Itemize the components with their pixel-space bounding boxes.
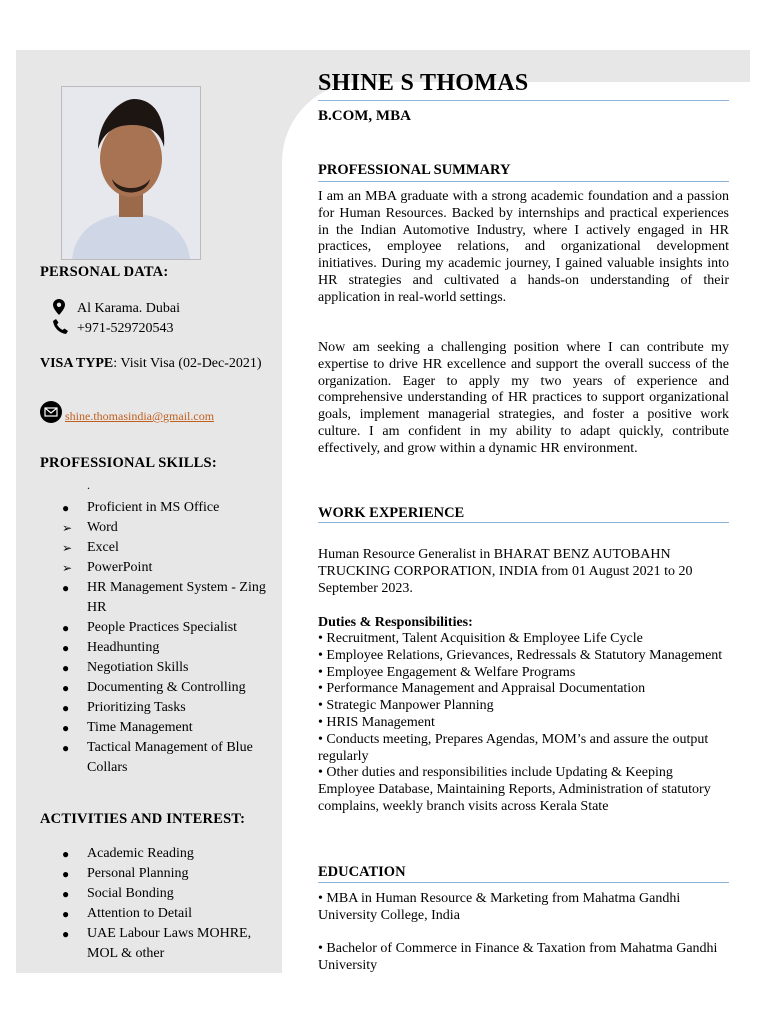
duty-item: • Conducts meeting, Prepares Agendas, MOM’s and assure the output regularly: [318, 731, 709, 764]
activity-item: [62, 904, 272, 924]
skill-text: Headhunting: [87, 640, 160, 655]
bullet-icon: ●: [62, 847, 70, 861]
work-experience-heading: WORK EXPERIENCE: [318, 505, 465, 521]
personal-data-heading: PERSONAL DATA:: [40, 264, 169, 280]
skill-item: [62, 558, 272, 578]
activity-item: [62, 844, 272, 864]
skill-item: [62, 718, 272, 738]
job-role: Human Resource Generalist in BHARAT BENZ AUTOBAHN TRUCKING CORPORATION, INDIA from 01 August 2021 to 20 September 2023.: [318, 547, 693, 596]
skill-item: [62, 638, 272, 658]
activities-heading: ACTIVITIES AND INTEREST:: [40, 811, 246, 827]
visa-type: [40, 355, 265, 372]
skill-text: Excel: [87, 540, 119, 555]
skill-item: [62, 698, 272, 718]
professional-skills-heading: PROFESSIONAL SKILLS:: [40, 455, 217, 471]
activity-text: Academic Reading: [87, 846, 194, 861]
activity-text: Attention to Detail: [87, 906, 192, 921]
duties-list: [318, 631, 729, 816]
skill-text: People Practices Specialist: [87, 620, 238, 635]
skill-item: [62, 578, 272, 618]
summary-heading: PROFESSIONAL SUMMARY: [318, 162, 511, 178]
visa-type-value: : Visit Visa (02-Dec-2021): [113, 356, 262, 371]
activity-text: UAE Labour Laws MOHRE, MOL & other: [87, 926, 252, 961]
email-icon: [40, 401, 62, 428]
skills-list: [62, 498, 272, 778]
activity-text: Social Bonding: [87, 886, 174, 901]
activity-item: [62, 924, 272, 964]
activity-item: [62, 864, 272, 884]
phone-icon: [53, 319, 68, 339]
duty-item: • HRIS Management: [318, 714, 435, 730]
bullet-icon: ●: [62, 661, 70, 675]
education-divider: [318, 882, 729, 883]
skill-text: Time Management: [87, 720, 193, 735]
bullet-icon: ●: [62, 867, 70, 881]
arrow-bullet-icon: ➢: [62, 541, 73, 555]
education-item: • MBA in Human Resource & Marketing from Mahatma Gandhi University College, India: [318, 891, 681, 923]
skill-text: HR Management System - Zing HR: [87, 580, 266, 615]
education-item: • Bachelor of Commerce in Finance & Taxation from Mahatma Gandhi University: [318, 941, 718, 973]
education-heading: EDUCATION: [318, 864, 406, 880]
skill-item: [62, 738, 272, 778]
bullet-icon: ●: [62, 641, 70, 655]
skill-text: PowerPoint: [87, 560, 153, 575]
phone-text: +971-529720543: [77, 321, 174, 336]
skill-text: Word: [87, 520, 118, 535]
skill-item: [62, 618, 272, 638]
activity-text: Personal Planning: [87, 866, 189, 881]
duty-item: • Employee Engagement & Welfare Programs: [318, 664, 576, 680]
skill-item: [62, 538, 272, 558]
visa-type-label: VISA TYPE: [40, 356, 114, 371]
summary-paragraph-2: Now am seeking a challenging position where I can contribute my expertise to drive HR excellence and support the overall success of the organization. Eager to apply my two years of experience and comprehensive understanding of HR practices to support organizational goals, implement managerial strategies, and foster a positive work culture. I am confident in my ability to adapt quickly, contribute effectively, and grow within a dynamic HR environment.: [318, 340, 729, 456]
name-divider: [318, 100, 729, 101]
bullet-icon: ●: [62, 701, 70, 715]
location-text: Al Karama. Dubai: [77, 301, 181, 316]
duty-item: • Strategic Manpower Planning: [318, 698, 494, 714]
skills-dot: .: [87, 478, 90, 492]
bullet-icon: ●: [62, 621, 70, 635]
bullet-icon: ●: [62, 887, 70, 901]
profile-photo: [61, 86, 201, 260]
bullet-icon: ●: [62, 721, 70, 735]
duties-heading: Duties & Responsibilities:: [318, 615, 473, 630]
duty-item: • Other duties and responsibilities include Updating & Keeping Employee Database, Maintaining Reports, Administration of statutory complains, weekly branch visits across Kerala State: [318, 765, 711, 814]
duty-item: • Recruitment, Talent Acquisition & Employee Life Cycle: [318, 631, 643, 646]
summary-divider: [318, 181, 729, 182]
candidate-name: SHINE S THOMAS: [318, 70, 529, 96]
activity-item: [62, 884, 272, 904]
skill-text: Proficient in MS Office: [87, 500, 220, 515]
bullet-icon: ●: [62, 501, 70, 515]
summary-paragraph-1: I am an MBA graduate with a strong academic foundation and a passion for Human Resources. Backed by internships and practical experiences in the Indian Automotive Industry, where I actively engaged in HR practices, employee relations, and organizational development initiatives. During my academic journey, I gained valuable insights into HR strategies and cultivated a hands-on understanding of their application in real-world settings.: [318, 189, 729, 305]
bullet-icon: ●: [62, 741, 70, 755]
skill-text: Prioritizing Tasks: [87, 700, 186, 715]
skill-item: [62, 678, 272, 698]
bullet-icon: ●: [62, 927, 70, 941]
degree-title: B.COM, MBA: [318, 108, 411, 124]
activities-list: [62, 844, 272, 964]
location-pin-icon: [53, 299, 65, 320]
work-experience-divider: [318, 522, 729, 523]
skill-text: Negotiation Skills: [87, 660, 189, 675]
arrow-bullet-icon: ➢: [62, 561, 73, 575]
skill-item: [62, 498, 272, 518]
skill-text: Documenting & Controlling: [87, 680, 246, 695]
skill-item: [62, 658, 272, 678]
skill-text: Tactical Management of Blue Collars: [87, 740, 253, 775]
bullet-icon: ●: [62, 681, 70, 695]
email-link[interactable]: shine.thomasindia@gmail.com: [65, 409, 215, 423]
bullet-icon: ●: [62, 581, 70, 595]
duty-item: • Performance Management and Appraisal Documentation: [318, 681, 646, 697]
arrow-bullet-icon: ➢: [62, 521, 73, 535]
bullet-icon: ●: [62, 907, 70, 921]
skill-item: [62, 518, 272, 538]
duty-item: • Employee Relations, Grievances, Redressals & Statutory Management: [318, 647, 723, 663]
person-silhouette-icon: [62, 87, 200, 259]
